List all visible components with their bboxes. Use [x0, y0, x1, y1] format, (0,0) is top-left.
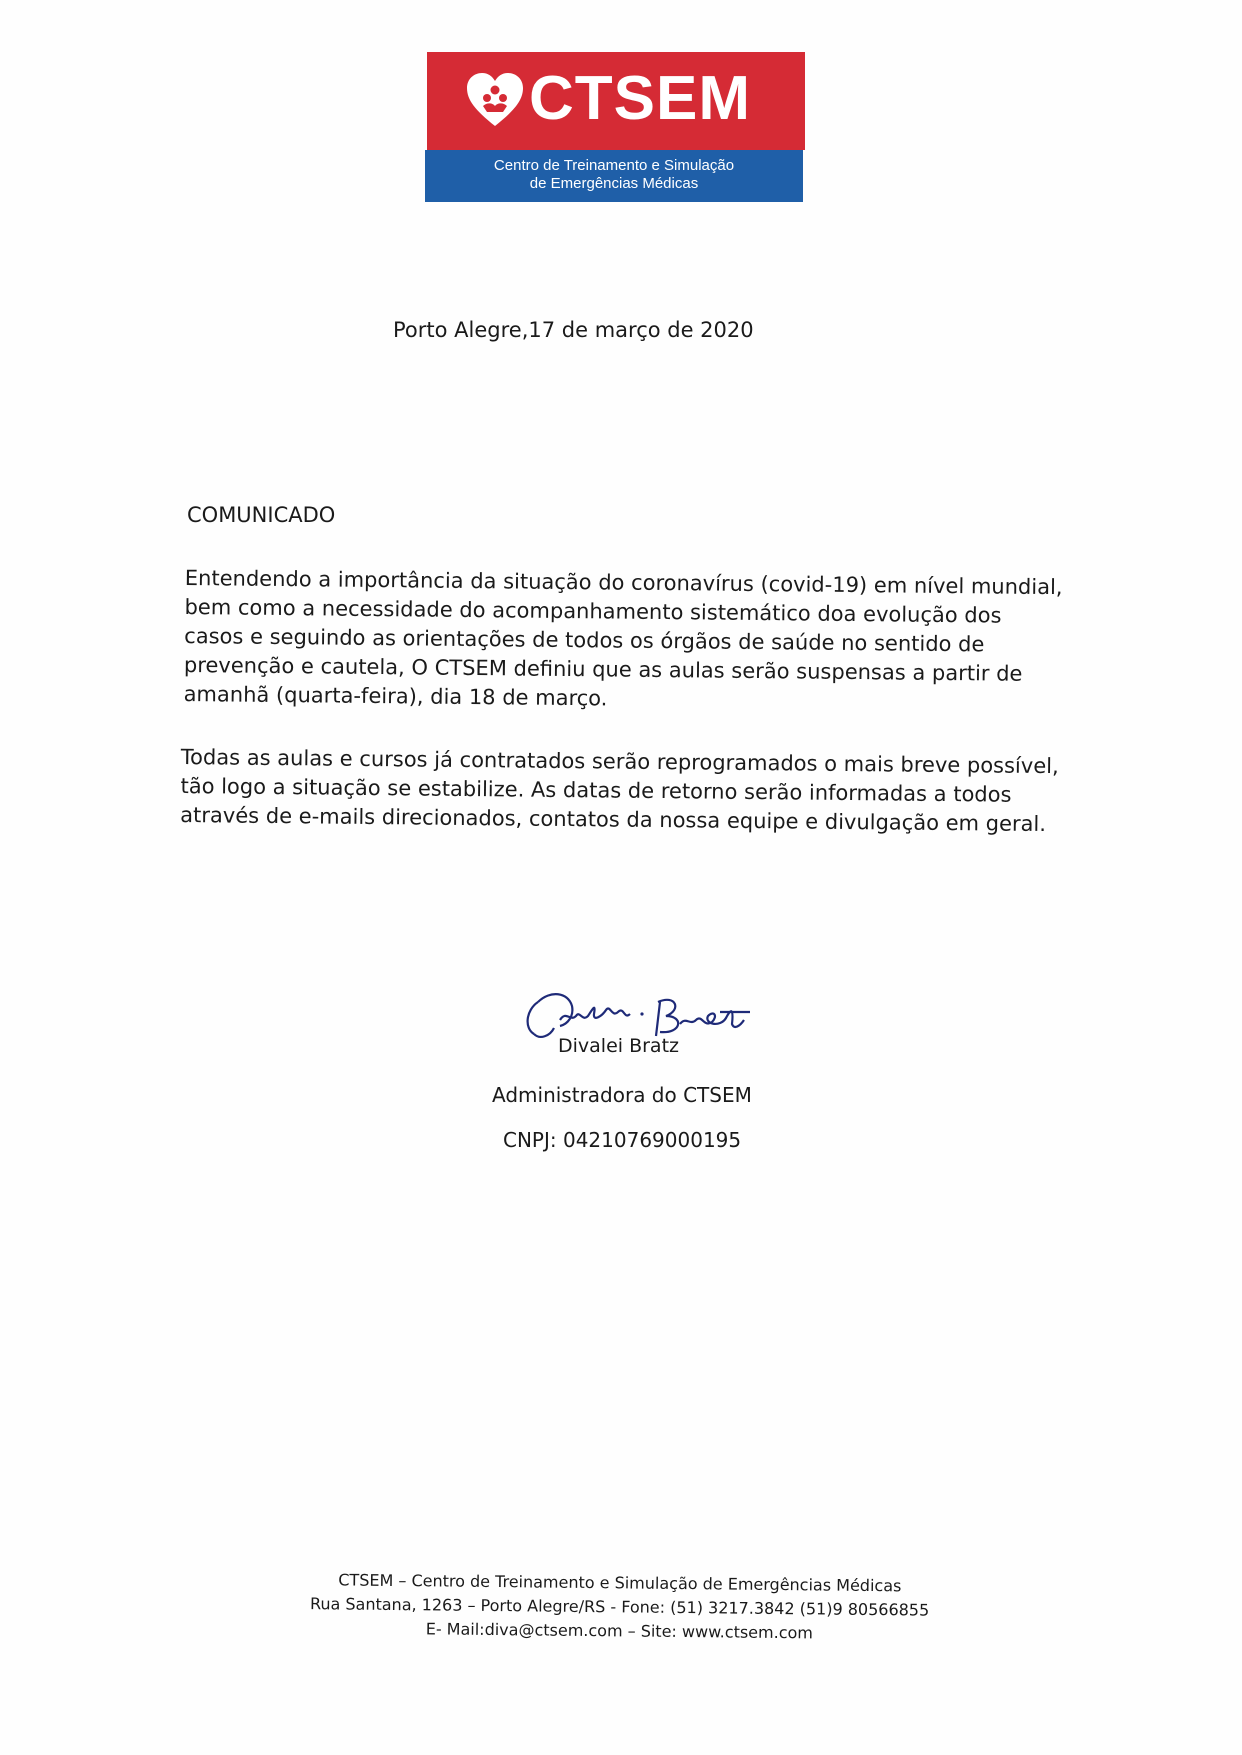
company-cnpj: CNPJ: 04210769000195 — [503, 1128, 742, 1152]
ctsem-logo — [425, 52, 805, 204]
logo-blue-band — [425, 150, 803, 202]
letter-date: Porto Alegre,17 de março de 2020 — [393, 318, 754, 342]
heart-icon — [465, 72, 525, 128]
letter-heading: COMUNICADO — [187, 503, 336, 527]
footer-address-block — [299, 1568, 940, 1647]
letter-paragraph-2: Todas as aulas e cursos já contratados serão reprogramados o mais breve possível, tão logo a situação se estabilize. As datas de retorno serão informadas a todos através de e-mails direcionados, contatos da nossa equipe e divulgação em geral. — [180, 744, 1059, 837]
footer-line-2: Rua Santana, 1263 – Porto Alegre/RS - Fone: (51) 3217.3842 (51)9 80566855 — [309, 1594, 930, 1620]
footer-line-3: E- Mail:diva@ctsem.com – Site: www.ctsem.com — [425, 1619, 814, 1643]
signer-role: Administradora do CTSEM — [492, 1083, 752, 1107]
logo-red-band — [427, 52, 805, 150]
logo-tagline-line2: de Emergências Médicas — [529, 175, 699, 192]
logo-brand-text: CTSEM — [529, 64, 751, 133]
signer-name: Divalei Bratz — [558, 1035, 679, 1057]
logo-tagline-line1: Centro de Treinamento e Simulação — [493, 157, 735, 174]
footer-line-1: CTSEM – Centro de Treinamento e Simulação de Emergências Médicas — [338, 1570, 902, 1596]
letter-paragraph-1: Entendendo a importância da situação do coronavírus (covid-19) em nível mundial, bem como a necessidade do acompanhamento sistemático doa evolução dos casos e seguindo as orientações de todos os órgãos de saúde no sentido de prevenção e cautela, O CTSEM definiu que as aulas serão suspensas a partir de amanhã (quarta-feira), dia 18 de março. — [183, 565, 1063, 711]
